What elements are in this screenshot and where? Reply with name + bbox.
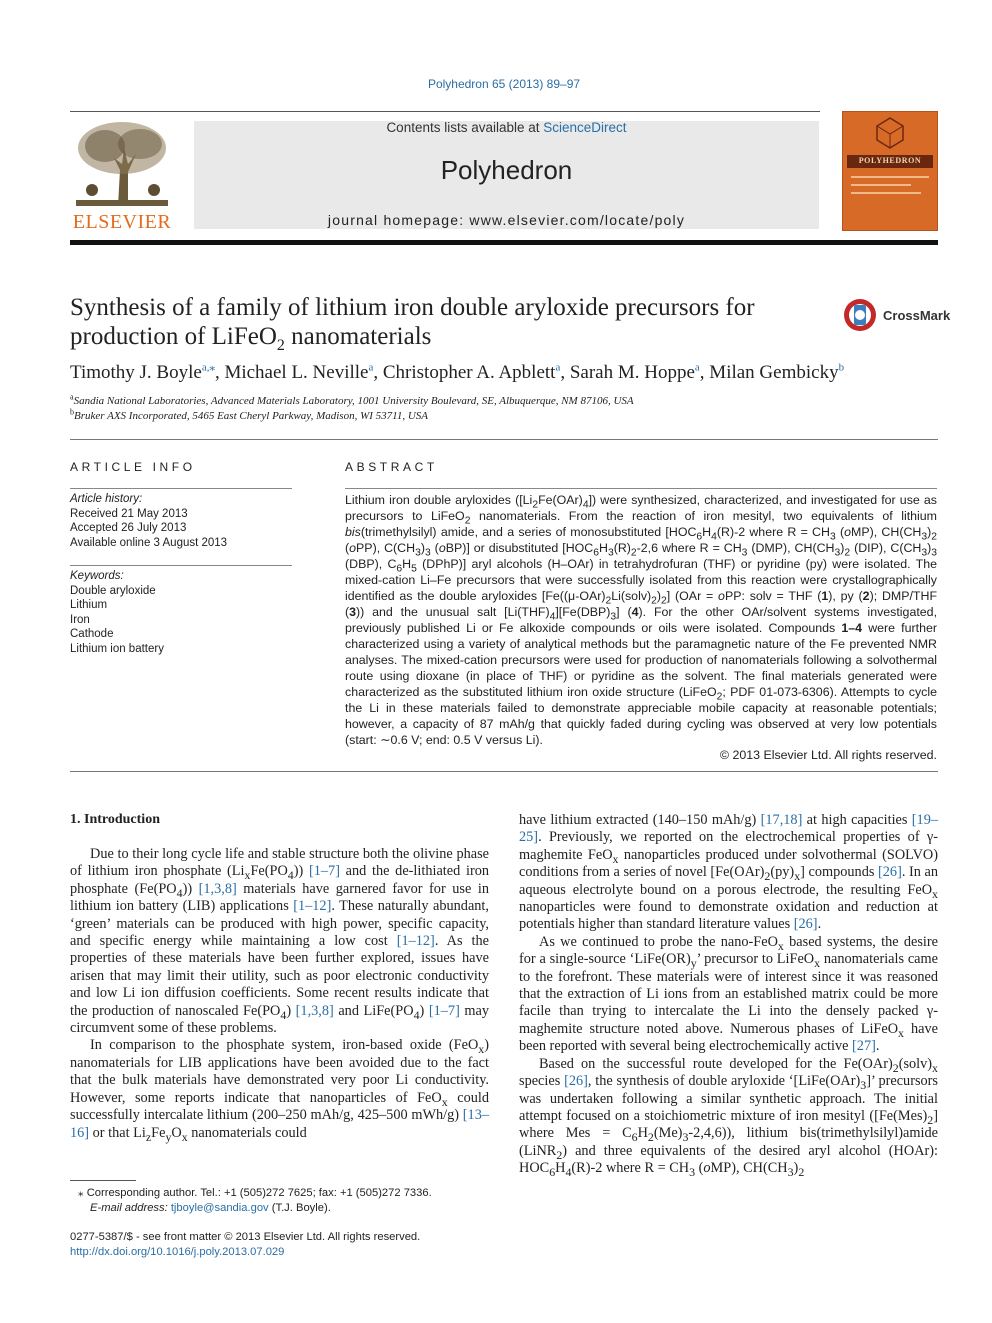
article-info-heading: ARTICLE INFO <box>70 460 196 474</box>
elsevier-tree-icon <box>70 118 174 210</box>
sciencedirect-link[interactable]: ScienceDirect <box>543 120 627 135</box>
author[interactable]: Christopher A. Apblett <box>382 362 556 383</box>
abstract-text: Lithium iron double aryloxides $([Li_2Fe(OAr)_4])$ were synthesized, characterized, and investigated for use as precursors to LiFeO$_2$ nanomaterials. From the reaction of iron mesityl, two equivalents of lithium bis(trimethylsilyl) amide, and a series of monosubstituted [$HOC_6H_4(R)-2$ where $R = CH_3$ (oMP), $CH(CH_3)_2$ (oPP), $C(CH_3)_3$ (oBP)] or disubstituted [$HOC_6H_3(R)_2-2,6$ where $R = CH_3$ (DMP), $CH(CH_3)_2$ (DIP), $C(CH_3)_3$ (DBP), $C_6H_5$ (DPhP)] aryl alcohols (H–OAr) in tetrahydrofuran (THF) or pyridine (py) were isolated. The mixed-cation Li–Fe precursors that were successfully isolated from this reaction were crystallographically identified as the double aryloxides $[Fe((\mu-OAr)_2Li(solv)_2)_2] (OAr$ = oPP: solv = THF (1), py (2); DMP/THF (3)) and the unusual salt $[Li(THF)_4][Fe(DBP)_3]$ (4). For the other OAr/solvent systems investigated, previously published Li or Fe alkoxide compounds or oils were isolated. Compounds 1–4 were further characterized using a variety of analytical methods but the paramagnetic nature of the Fe prevented NMR analyses. The mixed-cation precursors were used for production of nanomaterials following a solvothermal route using dioxane (in place of THF) or pyridine as the solvent. The final materials generated were characterized as the substituted lithium iron oxide structure (LiFeO$_2$; PDF 01-073-6306). Attempts to cycle the Li in these materials failed to demonstrate appreciable mobile capacity at reasonable potentials; however, a capacity of 87 mAh/g that quickly faded during cycling was observed at very low potentials (start: ∼0.6 V; end: 0.5 V versus Li). <box>345 493 938 747</box>
divider <box>70 565 292 566</box>
article-title <box>70 293 820 354</box>
journal-homepage[interactable]: journal homepage: www.elsevier.com/locate/poly <box>327 212 686 228</box>
crossmark-icon <box>843 297 877 333</box>
intro-right-column: have lithium extracted (140–150 mAh/g) [17,18] at high capacities [19–25]. Previously, we reported on the electrochemical properties of γ-maghemite FeO$_x$ nanoparticles produced under solvothermal (SOLVO) conditions from a series of novel $[Fe(OAr)_2(py)_x]$ compounds [26]. In an aqueous electrolyte bound on a porous electrode, the resulting FeO$_x$ nanoparticles were found to demonstrate oxidation and reduction at potentials higher than standard literature values [26]. As we continued to probe the nano-FeO$_x$ based systems, the desire for a single-source ‘$LiFe(OR)_y$’ precursor to LiFeO$_x$ nanomaterials came to the forefront. These materials were of interest since it was reasoned that the extraction of Li ions from an established matrix could be more facile than trying to intercalate the Li into the densely packed γ-maghemite structure noted above. Numerous phases of LiFeO$_x$ have been reported with several being electrochemically active [27]. Based on the successful route developed for the $Fe(OAr)_2(solv)_x$ species [26], the synthesis of double aryloxide ‘$[LiFe(OAr)_3]$’ precursors was undertaken following a similar synthetic approach. The initial attempt focused on a stoichiometric mixture of iron mesityl ($[Fe(Mes)_2]$ where Mes = $C_6H_2(Me)_3-2,4,6$)), lithium bis(trimethylsilyl)amide (LiNR$_2$) and three equivalents of the desired aryl alcohol (HOAr): $HOC_6H_4(R)-2$ where $R = CH_3$ (oMP), $CH(CH_3)_2$ <box>519 812 939 1179</box>
keyword: Iron <box>70 613 90 626</box>
affiliation: $^a$Sandia National Laboratories, Advanced Materials Laboratory, 1001 University Boulevard, SE, Albuquerque, NM 87106, USA <box>70 392 634 407</box>
keyword: Double aryloxide <box>70 584 156 597</box>
header-thick-rule <box>70 240 938 245</box>
contents-line <box>194 120 819 135</box>
author[interactable]: Milan Gembicky <box>709 362 839 383</box>
copyright-notice: © 2013 Elsevier Ltd. All rights reserved. <box>719 748 937 762</box>
header-rule <box>70 111 820 112</box>
title-line-2: production of LiFeO$_2$ nanomaterials <box>70 323 432 354</box>
polyhedron-icon <box>843 112 937 152</box>
affiliation: $^b$Bruker AXS Incorporated, 5465 East Cheryl Parkway, Madison, WI 53711, USA <box>70 407 428 422</box>
divider <box>70 439 938 440</box>
author[interactable]: Timothy J. Boyle <box>70 362 202 383</box>
keyword: Cathode <box>70 628 114 640</box>
author[interactable]: Michael L. Neville <box>224 362 369 383</box>
author-list: Timothy J. Boyle$^{a,⁎}$, Michael L. Neville$^a$, Christopher A. Apblett$^a$, Sarah M. Hoppe$^a$, Milan Gembicky$^b$ <box>70 361 845 383</box>
elsevier-wordmark: ELSEVIER <box>72 211 172 233</box>
journal-citation[interactable]: Polyhedron 65 (2013) 89–97 <box>427 77 581 91</box>
keywords: Keywords: Double aryloxide Lithium Iron Cathode Lithium ion battery <box>70 569 292 656</box>
contents-prefix: Contents lists available at <box>386 120 544 135</box>
footnote-rule <box>70 1180 136 1181</box>
section-heading: 1. Introduction <box>70 812 160 827</box>
abstract-heading: ABSTRACT <box>345 460 438 474</box>
cover-title: POLYHEDRON <box>858 156 922 165</box>
article-history: Article history: Received 21 May 2013 Accepted 26 July 2013 Available online 3 August 2013 <box>70 493 228 549</box>
elsevier-logo <box>70 118 174 234</box>
front-matter: 0277-5387/$ - see front matter © 2013 Elsevier Ltd. All rights reserved. http://dx.doi.org/10.1016/j.poly.2013.07.029 <box>70 1230 489 1260</box>
divider <box>70 488 292 489</box>
journal-cover[interactable] <box>842 111 938 231</box>
divider <box>70 771 938 772</box>
crossmark-label: CrossMark <box>883 307 951 323</box>
title-line-1: Synthesis of a family of lithium iron double aryloxide precursors for <box>70 294 755 321</box>
journal-title[interactable]: Polyhedron <box>440 155 573 185</box>
crossmark-badge[interactable] <box>843 297 950 333</box>
footnotes: ⁎ Corresponding author. Tel.: +1 (505)272 7625; fax: +1 (505)272 7336. E-mail address: tjboyle@sandia.gov (T.J. Boyle). <box>78 1187 432 1214</box>
keyword: Lithium ion battery <box>70 642 164 655</box>
author[interactable]: Sarah M. Hoppe <box>569 362 695 383</box>
keyword: Lithium <box>70 599 108 611</box>
intro-left-column: Due to their long cycle life and stable structure both the olivine phase of lithium iron phosphate $(Li_xFe(PO_4))$ [1–7] and the de-lithiated iron phosphate $(Fe(PO_4))$ [1,3,8] materials have garnered favor for use in lithium ion battery (LIB) applications [1–12]. These naturally abundant, ‘green’ materials can be produced with high power, specific capacity, and specific energy while maintaining a low cost [1–12]. As the properties of these materials have been further explored, issues have arisen that may limit their utility, such as poor electronic conductivity and low Li ion diffusion coefficients. Some recent results indicate that the production of nanoscaled $Fe(PO_4)$ [1,3,8] and $LiFe(PO_4)$ [1–7] may circumvent some of these problems. In comparison to the phosphate system, iron-based oxide (FeO$_x$) nanomaterials for LIB applications have been avoided due to the fact that the bulk materials have demonstrated very poor Li conductivity. However, some reports indicate that nanoparticles of FeO$_x$ could successfully intercalate lithium (200–250 mAh/g, 425–500 mWh/g) [13–16] or that $Li_zFe_yO_x$ nanomaterials could <box>70 846 489 1144</box>
divider <box>345 488 937 489</box>
doi-link[interactable]: http://dx.doi.org/10.1016/j.poly.2013.07.029 <box>70 1246 285 1258</box>
email-link[interactable]: tjboyle@sandia.gov <box>170 1202 269 1214</box>
